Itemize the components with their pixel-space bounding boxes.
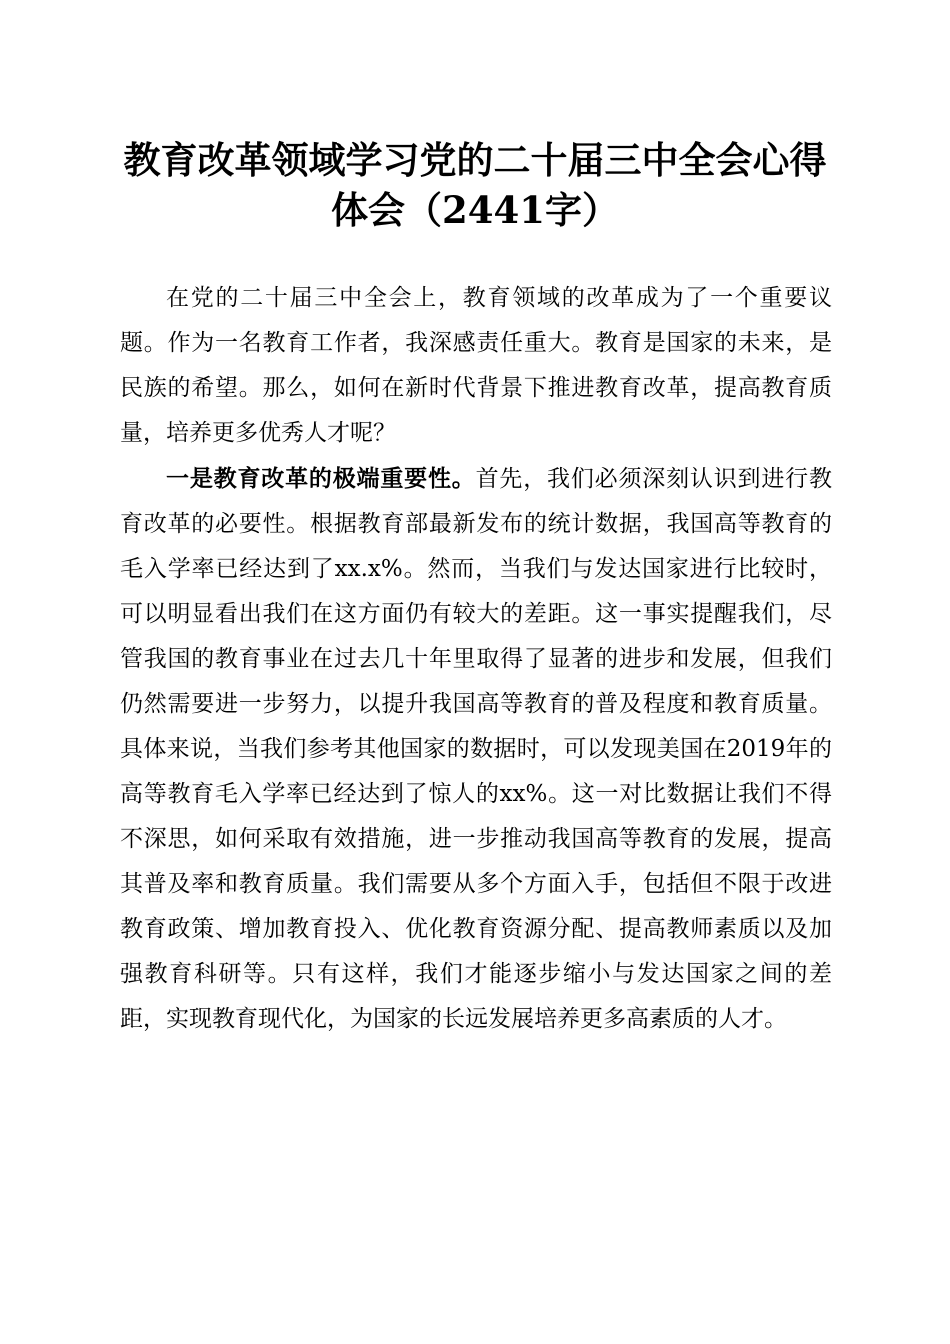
paragraph-intro-text: 在党的二十届三中全会上，教育领域的改革成为了一个重要议题。作为一名教育工作者，我深感责任重大。教育是国家的未来，是民族的希望。那么，如何在新时代背景下推进教育改革，提高教育质量，培养更多优秀人才呢？ (120, 285, 832, 446)
document-body (120, 276, 832, 1042)
document-title: 教育改革领域学习党的二十届三中全会心得体会（2441字） (123, 138, 827, 232)
paragraph-point-one (120, 456, 832, 1042)
paragraph-point-one-lead: 一是教育改革的极端重要性。 (166, 465, 476, 492)
paragraph-intro (120, 276, 832, 456)
paragraph-point-one-text: 首先，我们必须深刻认识到进行教育改革的必要性。根据教育部最新发布的统计数据，我国高等教育的毛入学率已经达到了xx.x%。然而，当我们与发达国家进行比较时，可以明显看出我们在这方面仍有较大的差距。这一事实提醒我们，尽管我国的教育事业在过去几十年里取得了显著的进步和发展，但我们仍然需要进一步努力，以提升我国高等教育的普及程度和教育质量。具体来说，当我们参考其他国家的数据时，可以发现美国在2019年的高等教育毛入学率已经达到了惊人的xx%。这一对比数据让我们不得不深思，如何采取有效措施，进一步推动我国高等教育的发展，提高其普及率和教育质量。我们需要从多个方面入手，包括但不限于改进教育政策、增加教育投入、优化教育资源分配、提高教师素质以及加强教育科研等。只有这样，我们才能逐步缩小与发达国家之间的差距，实现教育现代化，为国家的长远发展培养更多高素质的人才。 (120, 466, 833, 1032)
